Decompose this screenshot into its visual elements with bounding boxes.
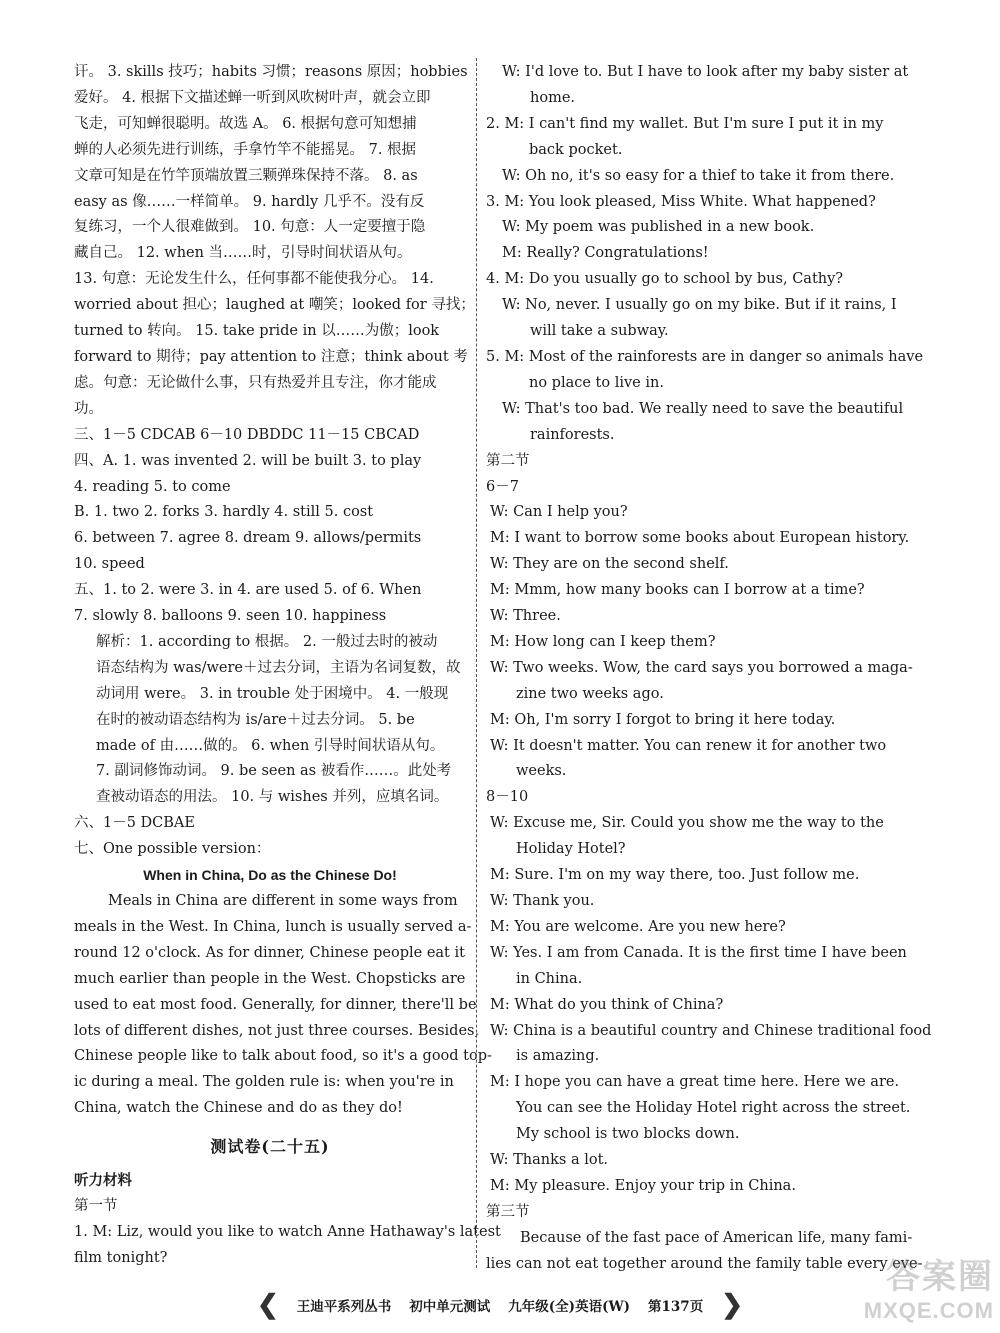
listening-heading: 听力材料 bbox=[74, 1172, 132, 1190]
section-7-heading bbox=[74, 837, 466, 863]
text-line: 五、1. to 2. were 3. in 4. are used 5. of 6. When bbox=[74, 582, 422, 599]
dialog-line: M: Oh, I'm sorry I forgot to bring it here today. bbox=[490, 711, 836, 728]
dialog-line: M: You are welcome. Are you new here? bbox=[490, 918, 786, 935]
dialog-line: W: Excuse me, Sir. Could you show me the way to the bbox=[490, 815, 884, 832]
footer-series: 王迪平系列丛书 bbox=[296, 1299, 392, 1315]
dialog-line: W: My poem was published in a new book. bbox=[502, 219, 815, 236]
left-column bbox=[74, 60, 501, 1272]
part-3-heading: 第三节 bbox=[486, 1203, 530, 1220]
dialog-line: rainforests. bbox=[530, 426, 615, 443]
watermark-url: MXQE.COM bbox=[863, 1298, 994, 1323]
dialog-line: W: That's too bad. We really need to save the beautiful bbox=[502, 400, 904, 417]
section-3-answers: 三、1－5 CDCAB 6－10 DBDDC 11－15 CBCAD bbox=[74, 426, 420, 443]
dialog-turn bbox=[486, 241, 900, 267]
dialog-turn bbox=[486, 526, 910, 552]
dialog-turn bbox=[486, 1148, 900, 1174]
dialog-line: M: I hope you can have a great time here. Here we are. bbox=[490, 1074, 900, 1091]
essay-body bbox=[74, 889, 492, 1122]
section-4-answers bbox=[74, 449, 466, 579]
dialog-turn bbox=[486, 397, 904, 449]
left-chevron-icon: ❮ bbox=[257, 1290, 279, 1320]
footer-grade: 九年级(全)英语(W) bbox=[508, 1299, 631, 1315]
dialog-turn bbox=[486, 552, 900, 578]
text-line: 7. 副词修饰动词。 9. be seen as 被看作……。此处考 bbox=[96, 763, 452, 780]
dialog-line: W: Thanks a lot. bbox=[490, 1152, 609, 1169]
text-line: 复练习，一个人很难做到。 10. 句意：人一定要擅于隐 bbox=[74, 219, 426, 236]
dialog-line: no place to live in. bbox=[529, 374, 664, 391]
text-line: 语态结构为 was/were＋过去分词，主语为名词复数，故 bbox=[96, 659, 461, 676]
dialog-line: home. bbox=[530, 89, 576, 106]
dialog-line: W: They are on the second shelf. bbox=[490, 556, 729, 573]
dialog-turn bbox=[486, 734, 900, 786]
dialog-line: is amazing. bbox=[516, 1048, 600, 1065]
text-line: 四、A. 1. was invented 2. will be built 3. to play bbox=[74, 452, 422, 469]
dialog-line: W: Oh no, it's so easy for a thief to take it from there. bbox=[502, 167, 895, 184]
page-footer bbox=[190, 1288, 810, 1322]
dialog-line: 3. M: You look pleased, Miss White. What happened? bbox=[486, 193, 876, 210]
watermark-logo bbox=[804, 1249, 994, 1329]
text-line: made of 由……做的。 6. when 引导时间状语从句。 bbox=[96, 737, 445, 754]
dialog-line: W: I'd love to. But I have to look after my baby sister at bbox=[502, 64, 909, 80]
dialog-turn bbox=[486, 345, 924, 397]
text-line: film tonight? bbox=[74, 1249, 168, 1266]
text-line: 查被动语态的用法。 10. 与 wishes 并列，应填名词。 bbox=[96, 789, 449, 806]
dialog-line: 4. M: Do you usually go to school by bus, Cathy? bbox=[486, 271, 844, 288]
dialog-line: M: I want to borrow some books about European history. bbox=[490, 530, 910, 547]
question-1 bbox=[74, 1220, 501, 1272]
text-line: 13. 句意：无论发生什么，任何事都不能使我分心。 14. bbox=[74, 271, 434, 288]
dialog-turn bbox=[486, 112, 900, 164]
text-line: 动词用 were。 3. in trouble 处于困境中。 4. 一般现 bbox=[96, 685, 449, 702]
dialog-line: M: Really? Congratulations! bbox=[502, 245, 709, 262]
section-7-label: 七、One possible version： bbox=[74, 841, 271, 858]
right-column bbox=[486, 60, 932, 1278]
dialog-turn bbox=[486, 656, 913, 708]
passage-line: Because of the fast pace of American life, many fami- bbox=[520, 1229, 913, 1246]
text-line: 4. reading 5. to come bbox=[74, 478, 231, 495]
dialog-turn bbox=[486, 708, 900, 734]
text-line: 在时的被动语态结构为 is/are＋过去分词。 5. be bbox=[96, 711, 415, 728]
column-divider bbox=[476, 58, 477, 1268]
dialog-turn bbox=[486, 915, 900, 941]
text-line: 10. speed bbox=[74, 556, 145, 573]
dialog-line: back pocket. bbox=[529, 141, 623, 158]
dialog-line: will take a subway. bbox=[530, 323, 669, 340]
answer-notes bbox=[74, 60, 475, 423]
dialog-turn bbox=[486, 1019, 932, 1071]
dialog-turn bbox=[486, 1070, 911, 1148]
text-line: 爱好。 4. 根据下文描述蝉一听到风吹树叶声，就会立即 bbox=[74, 89, 431, 106]
test-title: 测试卷(二十五) bbox=[210, 1137, 330, 1157]
dialog-part1 bbox=[486, 60, 924, 449]
essay-line: used to eat most food. Generally, for dinner, there'll be bbox=[74, 996, 477, 1013]
text-line: 解析：1. according to 根据。 2. 一般过去时的被动 bbox=[96, 633, 438, 650]
dialog-line: W: China is a beautiful country and Chinese traditional food bbox=[490, 1022, 932, 1039]
text-line: forward to 期待；pay attention to 注意；think about 考 bbox=[74, 348, 468, 365]
essay-line: meals in the West. In China, lunch is usually served a- bbox=[74, 918, 472, 935]
dialog-line: W: It doesn't matter. You can renew it for another two bbox=[490, 737, 887, 754]
dialog-turn bbox=[486, 630, 900, 656]
text-line: turned to 转向。 15. take pride in 以……为傲；look bbox=[74, 323, 440, 340]
dialog-line: W: No, never. I usually go on my bike. But if it rains, I bbox=[502, 297, 897, 314]
watermark-text: 答案圈 bbox=[886, 1258, 994, 1296]
section-6-answers: 六、1－5 DCBAE bbox=[74, 815, 195, 832]
text-line: 蝉的人必须先进行训练，手拿竹竿不能摇晃。 7. 根据 bbox=[74, 141, 417, 158]
footer-page-number: 第137页 bbox=[648, 1299, 704, 1315]
text-line: B. 1. two 2. forks 3. hardly 4. still 5. cost bbox=[74, 504, 374, 521]
essay-title: When in China, Do as the Chinese Do! bbox=[143, 867, 397, 884]
passage-line: lies can not eat together around the family table every eve- bbox=[486, 1255, 923, 1272]
dialog-turn bbox=[486, 500, 900, 526]
essay-line: lots of different dishes, not just three courses. Besides, bbox=[74, 1022, 480, 1039]
dialog-line: You can see the Holiday Hotel right across the street. bbox=[516, 1100, 911, 1117]
essay-line: China, watch the Chinese and do as they do! bbox=[74, 1100, 403, 1117]
text-line: 讦。 3. skills 技巧；habits 习惯；reasons 原因；hobbies bbox=[74, 64, 468, 80]
dialog-6-7 bbox=[486, 500, 913, 785]
dialog-turn bbox=[486, 578, 900, 604]
text-line: 虑。句意：无论做什么事，只有热爱并且专注，你才能成 bbox=[74, 374, 437, 391]
dialog-turn bbox=[486, 60, 909, 112]
essay-line: round 12 o'clock. As for dinner, Chinese people eat it bbox=[74, 944, 465, 961]
text-line: 6. between 7. agree 8. dream 9. allows/permits bbox=[74, 530, 422, 547]
dialog-turn bbox=[486, 941, 907, 993]
dialog-line: M: How long can I keep them? bbox=[490, 633, 716, 650]
dialog-turn bbox=[486, 215, 900, 241]
dialog-line: Holiday Hotel? bbox=[516, 841, 626, 858]
dialog-line: M: Mmm, how many books can I borrow at a time? bbox=[490, 582, 865, 599]
dialog-turn bbox=[486, 164, 900, 190]
dialog-line: W: Can I help you? bbox=[490, 504, 628, 521]
section-5-answers bbox=[74, 578, 466, 630]
part-2-heading: 第二节 bbox=[486, 452, 530, 469]
dialog-turn bbox=[486, 190, 900, 216]
text-line: 7. slowly 8. balloons 9. seen 10. happiness bbox=[74, 608, 387, 625]
footer-book: 初中单元测试 bbox=[409, 1299, 491, 1315]
dialog-line: W: Two weeks. Wow, the card says you borrowed a maga- bbox=[490, 659, 913, 676]
dialog-line: My school is two blocks down. bbox=[516, 1126, 740, 1143]
analysis-block bbox=[74, 630, 466, 811]
right-chevron-icon: ❯ bbox=[721, 1290, 743, 1320]
part-1-heading: 第一节 bbox=[74, 1197, 118, 1214]
dialog-line: weeks. bbox=[516, 763, 567, 780]
dialog-line: M: My pleasure. Enjoy your trip in China. bbox=[490, 1177, 796, 1194]
dialog-turn bbox=[486, 267, 900, 293]
text-line: 藏自己。 12. when 当……时，引导时间状语从句。 bbox=[74, 245, 412, 262]
text-line: 飞走，可知蝉很聪明。故选 A。 6. 根据句意可知想捕 bbox=[74, 115, 417, 132]
dialog-line: zine two weeks ago. bbox=[516, 685, 664, 702]
dialog-turn bbox=[486, 993, 900, 1019]
text-line: worried about 担心；laughed at 嘲笑；looked for 寻找； bbox=[74, 297, 475, 314]
dialog-turn bbox=[486, 604, 900, 630]
text-line: easy as 像……一样简单。 9. hardly 几乎不。没有反 bbox=[74, 193, 425, 210]
range-8-10: 8－10 bbox=[486, 789, 529, 806]
dialog-turn bbox=[486, 863, 900, 889]
dialog-line: W: Three. bbox=[490, 608, 561, 625]
text-line: 功。 bbox=[74, 400, 103, 417]
dialog-line: 2. M: I can't find my wallet. But I'm sure I put it in my bbox=[486, 115, 884, 132]
dialog-line: W: Thank you. bbox=[490, 893, 595, 909]
dialog-8-10 bbox=[486, 811, 932, 1200]
dialog-turn bbox=[486, 889, 900, 915]
dialog-line: W: Yes. I am from Canada. It is the first time I have been bbox=[490, 944, 907, 961]
essay-line: Meals in China are different in some ways from bbox=[108, 893, 458, 909]
dialog-turn bbox=[486, 1174, 900, 1200]
dialog-line: in China. bbox=[516, 970, 583, 987]
essay-line: Chinese people like to talk about food, so it's a good top- bbox=[74, 1048, 492, 1065]
dialog-turn bbox=[486, 811, 900, 863]
text-line: 1. M: Liz, would you like to watch Anne Hathaway's latest bbox=[74, 1223, 501, 1240]
dialog-turn bbox=[486, 293, 900, 345]
range-6-7: 6－7 bbox=[486, 478, 519, 495]
dialog-line: 5. M: Most of the rainforests are in danger so animals have bbox=[486, 348, 924, 365]
essay-line: much earlier than people in the West. Chopsticks are bbox=[74, 970, 466, 987]
dialog-line: M: Sure. I'm on my way there, too. Just follow me. bbox=[490, 867, 860, 884]
text-line: 文章可知是在竹竿顶端放置三颗弹珠保持不落。 8. as bbox=[74, 167, 418, 184]
essay-line: ic during a meal. The golden rule is: when you're in bbox=[74, 1074, 454, 1091]
dialog-line: M: What do you think of China? bbox=[490, 996, 724, 1013]
